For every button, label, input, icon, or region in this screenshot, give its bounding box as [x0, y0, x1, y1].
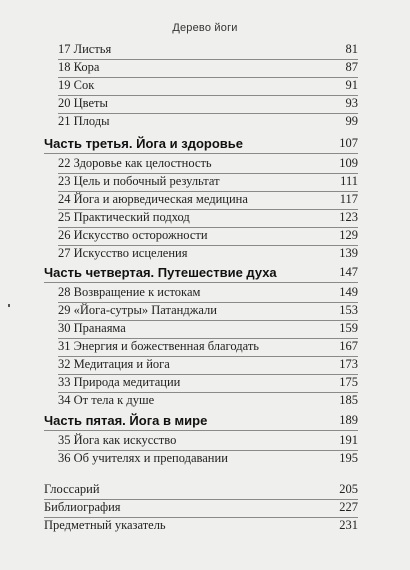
entry-title: 31 Энергия и божественная благодать	[58, 339, 259, 353]
entry-title: 22 Здоровье как целостность	[58, 156, 212, 170]
part-rule	[44, 153, 358, 154]
toc-entry-30	[58, 321, 358, 339]
part-rule	[44, 430, 358, 431]
entry-title: 21 Плоды	[58, 114, 110, 128]
entry-title: 29 «Йога-сутры» Патанджали	[58, 303, 217, 317]
toc-entry-23	[58, 174, 358, 192]
toc-entry-27	[58, 246, 358, 264]
entry-page: 185	[339, 393, 358, 407]
toc-entry-19	[58, 78, 358, 96]
toc-entry-17	[58, 42, 358, 60]
entry-title: 23 Цель и побочный результат	[58, 174, 220, 188]
part-rule	[44, 282, 358, 283]
toc-entry-33	[58, 375, 358, 393]
entry-page: 231	[339, 518, 358, 532]
part-title: Часть пятая. Йога в мире	[44, 413, 208, 428]
entry-page: 191	[339, 433, 358, 447]
toc-entry-20	[58, 96, 358, 114]
entry-title: 25 Практический подход	[58, 210, 190, 224]
entry-page: 159	[339, 321, 358, 335]
entry-page: 123	[339, 210, 358, 224]
entry-page: 175	[339, 375, 358, 389]
toc-entry-21	[58, 114, 358, 132]
toc-part-3	[44, 136, 358, 154]
toc-entry-31	[58, 339, 358, 357]
entry-page: 173	[339, 357, 358, 371]
entry-page: 109	[339, 156, 358, 170]
entry-page: 99	[345, 114, 358, 128]
part-page: 107	[339, 136, 358, 150]
entry-title: 34 От тела к душе	[58, 393, 155, 407]
toc-part-5	[44, 413, 358, 431]
entry-title: 30 Пранаяма	[58, 321, 126, 335]
entry-page: 129	[339, 228, 358, 242]
margin-mark	[8, 304, 10, 307]
toc-index	[44, 518, 358, 536]
entry-title: Библиография	[44, 500, 121, 514]
entry-page: 91	[345, 78, 358, 92]
toc-entry-18	[58, 60, 358, 78]
entry-title: 20 Цветы	[58, 96, 108, 110]
toc-entry-28	[58, 285, 358, 303]
toc-entry-26	[58, 228, 358, 246]
toc-entry-24	[58, 192, 358, 210]
entry-page: 205	[339, 482, 358, 496]
entry-page: 81	[345, 42, 358, 56]
toc-entry-35	[58, 433, 358, 451]
entry-page: 153	[339, 303, 358, 317]
running-head: Дерево йоги	[172, 22, 238, 34]
entry-title: 32 Медитация и йога	[58, 357, 170, 371]
entry-title: 19 Сок	[58, 78, 95, 92]
entry-title: 26 Искусство осторожности	[58, 228, 208, 242]
entry-page: 93	[345, 96, 358, 110]
toc-bibliography	[44, 500, 358, 518]
toc-entry-32	[58, 357, 358, 375]
part-page: 147	[339, 265, 358, 279]
entry-title: 18 Кора	[58, 60, 100, 74]
part-title: Часть четвертая. Путешествие духа	[44, 265, 277, 280]
entry-page: 195	[339, 451, 358, 465]
entry-page: 87	[345, 60, 358, 74]
entry-page: 111	[340, 174, 358, 188]
entry-page: 117	[339, 192, 358, 206]
entry-title: 17 Листья	[58, 42, 112, 56]
toc-entry-29	[58, 303, 358, 321]
toc-entry-22	[58, 156, 358, 174]
entry-title: 24 Йога и аюрведическая медицина	[58, 192, 248, 206]
entry-title: Глоссарий	[44, 482, 100, 496]
entry-page: 167	[339, 339, 358, 353]
toc-part-4	[44, 265, 358, 283]
entry-title: 36 Об учителях и преподавании	[58, 451, 228, 465]
toc-glossary	[44, 482, 358, 500]
part-title: Часть третья. Йога и здоровье	[44, 136, 243, 151]
entry-page: 149	[339, 285, 358, 299]
part-page: 189	[339, 413, 358, 427]
entry-page: 227	[339, 500, 358, 514]
entry-page: 139	[339, 246, 358, 260]
entry-title: 35 Йога как искусство	[58, 433, 177, 447]
toc-entry-34	[58, 393, 358, 411]
entry-title: 27 Искусство исцеления	[58, 246, 188, 260]
entry-title: 28 Возвращение к истокам	[58, 285, 201, 299]
entry-title: 33 Природа медитации	[58, 375, 181, 389]
entry-title: Предметный указатель	[44, 518, 166, 532]
toc-entry-36	[58, 451, 358, 469]
toc-entry-25	[58, 210, 358, 228]
